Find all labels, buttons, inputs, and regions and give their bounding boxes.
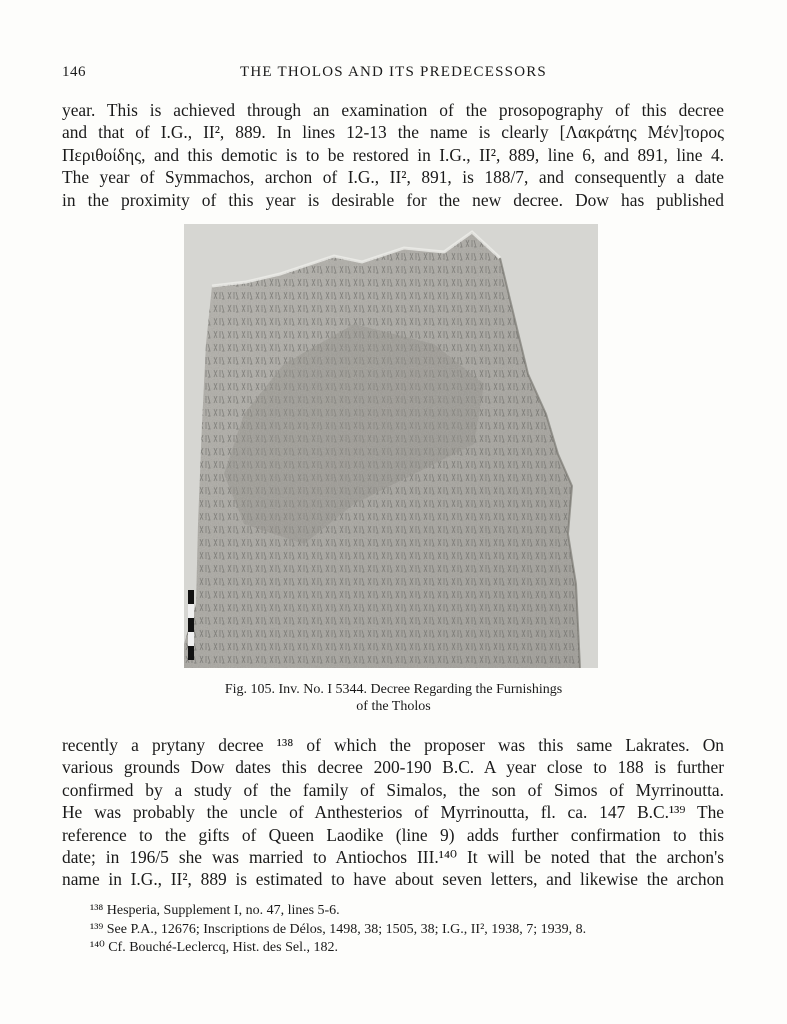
footnote-140: ¹⁴⁰ Cf. Bouché-Leclercq, Hist. des Sel., 182. (90, 940, 338, 955)
text-line: Περιθοίδης, and this demotic is to be restored in I.G., II², 889, line 6, and 891, line 4. (62, 144, 724, 165)
text-line: date; in 196/5 she was married to Antiochos III.¹⁴⁰ It will be noted that the archon's (62, 847, 724, 868)
page-number: 146 (62, 64, 86, 80)
text-line: The year of Symmachos, archon of I.G., II², 891, is 188/7, and consequently a date (62, 167, 724, 188)
footnote-139: ¹³⁹ See P.A., 12676; Inscriptions de Délos, 1498, 38; 1505, 38; I.G., II², 1938, 7; 1939, 8. (90, 921, 587, 937)
stone-stele-image (184, 224, 598, 668)
body-paragraph-2 (62, 734, 724, 891)
text-line: recently a prytany decree ¹³⁸ of which the proposer was this same Lakrates. On (62, 735, 724, 755)
body-paragraph-1 (62, 99, 724, 211)
footnote-138: ¹³⁸ Hesperia, Supplement I, no. 47, lines 5-6. (90, 903, 340, 918)
text-line: and that of I.G., II², 889. In lines 12-13 the name is clearly [Λακράτης Μέν]τορος (62, 122, 724, 143)
running-header (62, 64, 725, 86)
caption-line: Fig. 105. Inv. No. I 5344. Decree Regarding the Furnishings (224, 682, 563, 697)
footnotes (90, 902, 730, 958)
text-line: year. This is achieved through an examination of the prosopography of this decree (62, 100, 724, 120)
scale-bar (188, 590, 194, 660)
running-title: THE THOLOS AND ITS PREDECESSORS (240, 64, 547, 80)
text-line: name in I.G., II², 889 is estimated to have about seven letters, and likewise the archon (62, 869, 724, 890)
text-line: in the proximity of this year is desirable for the new decree. Dow has published (62, 189, 724, 210)
text-line: confirmed by a study of the family of Simalos, the son of Simos of Myrrinoutta. (62, 779, 724, 800)
text-line: various grounds Dow dates this decree 200-190 B.C. A year close to 188 is further (62, 757, 724, 778)
text-line: reference to the gifts of Queen Laodike (line 9) adds further confirmation to this (62, 824, 724, 845)
caption-line: of the Tholos (356, 699, 431, 714)
figure-caption (160, 681, 627, 715)
text-line: He was probably the uncle of Anthesterios of Myrrinoutta, fl. ca. 147 B.C.¹³⁹ The (62, 802, 724, 823)
inscription-photograph (184, 224, 598, 668)
